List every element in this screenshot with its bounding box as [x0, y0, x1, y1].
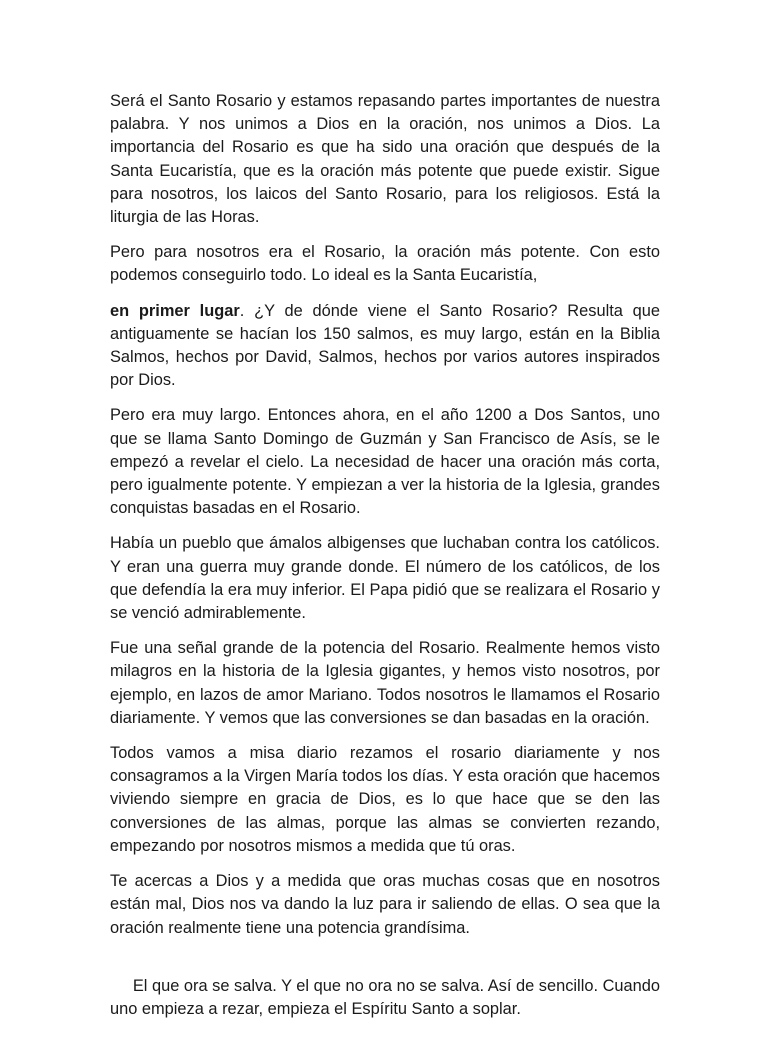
paragraph-4-text: Pero era muy largo. Entonces ahora, en el año 1200 a Dos Santos, uno que se llama Santo Domingo de Guzmán y San Francisco de Asís, se le empezó a revelar el cielo. La necesidad de hacer una oración más corta, pero igualmente potente. Y empiezan a ver la historia de la Iglesia, grandes conquistas basadas en el Rosario.	[110, 406, 660, 518]
paragraph-9	[110, 952, 665, 1045]
paragraph-8	[110, 870, 660, 940]
paragraph-1	[110, 90, 660, 229]
paragraph-7-text: Todos vamos a misa diario rezamos el rosario diariamente y nos consagramos a la Virgen María todos los días. Y esta oración que hacemos viviendo siempre en gracia de Dios, es lo que hace que se den las conversiones de las almas, porque las almas se convierten rezando, empezando por nosotros mismos a medida que tú oras.	[110, 744, 660, 855]
document-page	[110, 90, 665, 1057]
paragraph-4	[110, 404, 660, 520]
paragraph-1-text: Será el Santo Rosario y estamos repasando partes importantes de nuestra palabra. Y nos unimos a Dios en la oración, nos unimos a Dios. La importancia del Rosario es que ha sido una oración que después de la Santa Eucaristía, que es la oración más potente que puede existir. Sigue para nosotros, los laicos del Santo Rosario, para los religiosos. Está la liturgia de las Horas.	[110, 92, 660, 227]
paragraph-5-text: Había un pueblo que ámalos albigenses que luchaban contra los católicos. Y eran una guerra muy grande donde. El número de los católicos, de los que defendía la era muy inferior. El Papa pidió que se realizara el Rosario y se venció admirablemente.	[110, 534, 660, 623]
paragraph-7	[110, 742, 660, 858]
paragraph-5	[110, 532, 660, 625]
paragraph-2-text: Pero para nosotros era el Rosario, la oración más potente. Con esto podemos conseguirlo todo. Lo ideal es la Santa Eucaristía,	[110, 243, 660, 285]
paragraph-6	[110, 637, 660, 730]
paragraph-6-text: Fue una señal grande de la potencia del Rosario. Realmente hemos visto milagros en la historia de la Iglesia gigantes, y hemos visto nosotros, por ejemplo, en lazos de amor Mariano. Todos nosotros le llamamos el Rosario diariamente. Y vemos que las conversiones se dan basadas en la oración.	[110, 639, 660, 727]
paragraph-2	[110, 241, 660, 287]
paragraph-9-text: El que ora se salva. Y el que no ora no se salva. Así de sencillo. Cuando uno empieza a rezar, empieza el Espíritu Santo a soplar.	[110, 976, 665, 1019]
paragraph-8-text: Te acercas a Dios y a medida que oras muchas cosas que en nosotros están mal, Dios nos va dando la luz para ir saliendo de ellas. O sea que la oración realmente tiene una potencia grandísima.	[110, 872, 660, 937]
paragraph-3-text: . ¿Y de dónde viene el Santo Rosario? Resulta que antiguamente se hacían los 150 salmos, es muy largo, están en la Biblia Salmos, hechos por David, Salmos, hechos por varios autores inspirados por Dios.	[110, 301, 660, 390]
paragraph-3-bold-lead: en primer lugar	[110, 301, 240, 320]
paragraph-3	[110, 300, 660, 393]
